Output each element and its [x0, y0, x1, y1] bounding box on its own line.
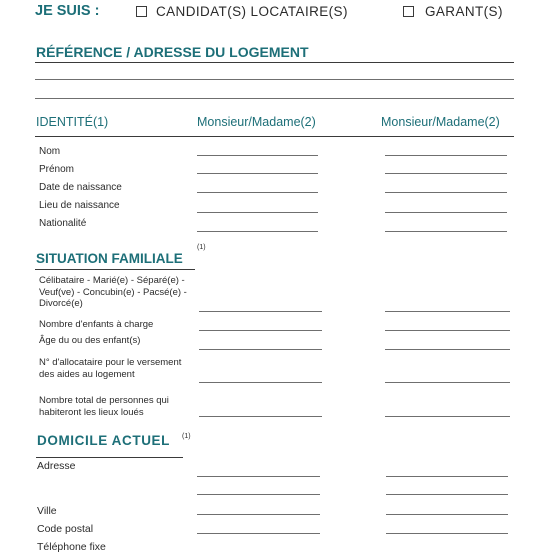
identite-row-prenom: Prénom [39, 164, 75, 175]
adresse-field-1b[interactable] [197, 494, 320, 495]
age-enfants-label: Âge du ou des enfant(s) [39, 335, 141, 346]
status-field-1[interactable] [199, 311, 322, 312]
reference-address-line[interactable] [35, 79, 514, 80]
allocataire-line: N° d'allocataire pour le versement [39, 357, 182, 368]
candidat-option-label: CANDIDAT(S) LOCATAIRE(S) [156, 4, 348, 19]
identite-header-rule [35, 136, 514, 137]
adresse-field-1a[interactable] [197, 476, 320, 477]
allocataire-field-1[interactable] [199, 382, 322, 383]
lieu-naissance-field-2[interactable] [385, 212, 507, 213]
garant-checkbox[interactable] [403, 6, 414, 17]
identite-col1-header: Monsieur/Madame(2) [197, 115, 316, 129]
garant-option-label: GARANT(S) [425, 4, 503, 19]
code-postal-field-1[interactable] [197, 533, 320, 534]
enfants-field-2[interactable] [385, 330, 510, 331]
enfants-field-1[interactable] [199, 330, 322, 331]
ville-label: Ville [37, 505, 57, 517]
identite-section-title: IDENTITÉ(1) [36, 115, 109, 129]
telephone-label: Téléphone fixe [37, 541, 106, 553]
reference-title-rule [35, 62, 514, 63]
total-personnes-label [39, 395, 169, 418]
status-line: Célibataire - Marié(e) - Séparé(e) - [39, 275, 185, 286]
code-postal-field-2[interactable] [386, 533, 508, 534]
situation-section-title: SITUATION FAMILIALE [36, 251, 183, 266]
domicile-title-rule [36, 457, 183, 458]
total-personnes-field-2[interactable] [385, 416, 510, 417]
identite-row-nationalite: Nationalité [39, 218, 87, 229]
age-enfants-field-2[interactable] [385, 349, 510, 350]
status-field-2[interactable] [385, 311, 510, 312]
identite-row-date-naissance: Date de naissance [39, 182, 122, 193]
candidat-checkbox[interactable] [136, 6, 147, 17]
total-personnes-line: habiteront les lieux loués [39, 406, 144, 418]
code-postal-label: Code postal [37, 523, 94, 535]
nom-field-2[interactable] [385, 155, 507, 156]
domicile-section-title: DOMICILE ACTUEL [37, 433, 170, 448]
situation-status-options [39, 275, 187, 310]
status-line: Veuf(ve) - Concubin(e) - Pacsé(e) - [39, 286, 187, 298]
status-line: Divorcé(e) [39, 298, 83, 309]
reference-address-line[interactable] [35, 98, 514, 99]
adresse-field-2a[interactable] [386, 476, 508, 477]
nationalite-field-1[interactable] [197, 231, 318, 232]
adresse-label: Adresse [37, 460, 76, 472]
nationalite-field-2[interactable] [385, 231, 507, 232]
situation-title-rule [35, 269, 195, 270]
identite-col2-header: Monsieur/Madame(2) [381, 115, 500, 129]
situation-footnote-marker: (1) [197, 244, 206, 251]
ville-field-1[interactable] [197, 514, 320, 515]
lieu-naissance-field-1[interactable] [197, 212, 318, 213]
allocataire-line: des aides au logement [39, 368, 135, 380]
reference-section-title: RÉFÉRENCE / ADRESSE DU LOGEMENT [36, 44, 309, 60]
adresse-field-2b[interactable] [386, 494, 508, 495]
age-enfants-field-1[interactable] [199, 349, 322, 350]
domicile-footnote-marker: (1) [182, 433, 191, 440]
je-suis-label: JE SUIS : [35, 3, 100, 19]
identite-row-nom: Nom [39, 146, 61, 157]
total-personnes-field-1[interactable] [199, 416, 322, 417]
date-naissance-field-2[interactable] [385, 192, 507, 193]
total-personnes-line: Nombre total de personnes qui [39, 395, 169, 406]
enfants-label: Nombre d'enfants à charge [39, 319, 154, 330]
ville-field-2[interactable] [386, 514, 508, 515]
identite-row-lieu-naissance: Lieu de naissance [39, 200, 120, 211]
allocataire-field-2[interactable] [385, 382, 510, 383]
prenom-field-2[interactable] [385, 173, 507, 174]
nom-field-1[interactable] [197, 155, 318, 156]
prenom-field-1[interactable] [197, 173, 318, 174]
date-naissance-field-1[interactable] [197, 192, 318, 193]
allocataire-label [39, 357, 181, 380]
